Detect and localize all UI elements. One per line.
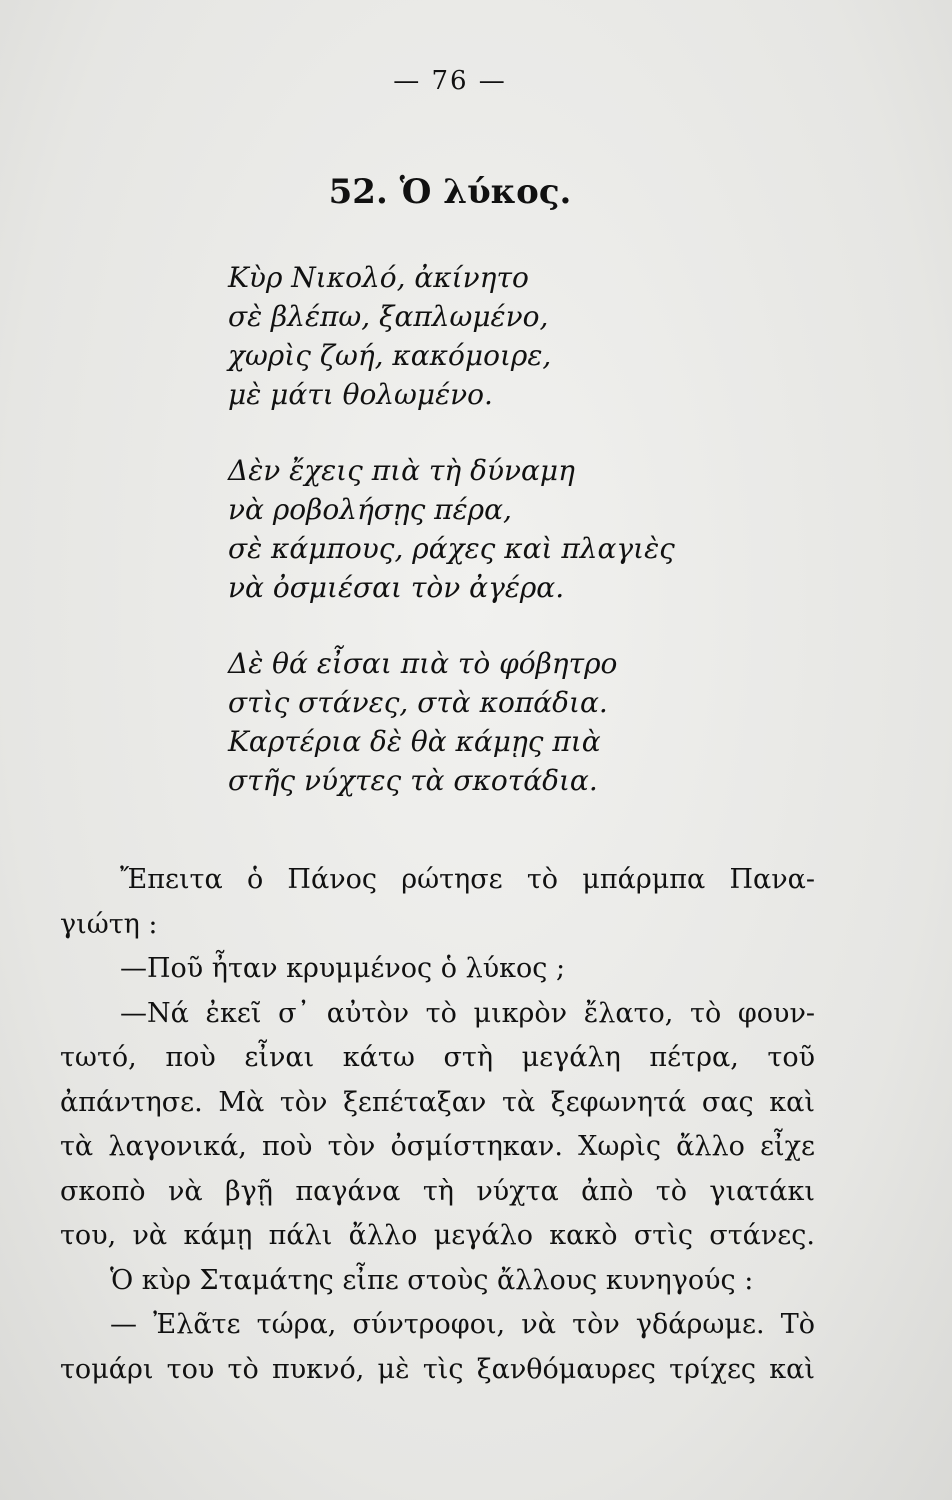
page-number: — 76 — bbox=[393, 66, 507, 96]
prose-line: τομάρι του τὸ πυκνό, μὲ τὶς ξανθόμαυρες τρίχες καὶ bbox=[60, 1353, 815, 1385]
chapter-title: 52. Ὁ λύκος. bbox=[328, 172, 572, 212]
poem-stanza-1 bbox=[228, 258, 675, 414]
poem-line: Δὲ θά εἶσαι πιὰ τὸ φόβητρο bbox=[228, 647, 618, 680]
prose-line: σκοπὸ νὰ βγῇ παγάνα τὴ νύχτα ἀπὸ τὸ γιατάκι bbox=[60, 1175, 815, 1207]
prose-line: Ἔπειτα ὁ Πάνος ρώτησε τὸ μπάρμπα Πανα- bbox=[120, 864, 815, 895]
prose-line: τωτό, ποὺ εἶναι κάτω στὴ μεγάλη πέτρα, τοῦ bbox=[60, 1042, 815, 1073]
poem-stanza-3 bbox=[228, 644, 675, 800]
poem-line: νὰ ὀσμιέσαι τὸν ἀγέρα. bbox=[228, 571, 565, 604]
poem-line: νὰ ροβολήσῃς πέρα, bbox=[228, 493, 512, 526]
poem-line: χωρὶς ζωή, κακόμοιρε, bbox=[228, 339, 552, 372]
poem bbox=[228, 258, 675, 837]
prose-line: τὰ λαγονικά, ποὺ τὸν ὀσμίστηκαν. Χωρὶς ἄλλο εἶχε bbox=[60, 1131, 815, 1162]
poem-line: Κὺρ Νικολό, ἀκίνητο bbox=[228, 261, 529, 294]
poem-line: Καρτέρια δὲ θὰ κάμῃς πιὰ bbox=[228, 725, 601, 758]
poem-line: σὲ κάμπους, ράχες καὶ πλαγιὲς bbox=[228, 532, 675, 565]
poem-line: στὶς στάνες, στὰ κοπάδια. bbox=[228, 686, 608, 719]
poem-line: Δὲν ἔχεις πιὰ τὴ δύναμη bbox=[228, 454, 575, 487]
poem-line: μὲ μάτι θολωμένο. bbox=[228, 378, 493, 411]
prose-line: —Νά ἐκεῖ σ᾽ αὐτὸν τὸ μικρὸν ἔλατο, τὸ φουν- bbox=[120, 997, 815, 1029]
prose-line: γιώτη : bbox=[60, 908, 158, 940]
poem-line: σὲ βλέπω, ξαπλωμένο, bbox=[228, 300, 549, 333]
poem-stanza-2 bbox=[228, 451, 675, 607]
prose-line: ἀπάντησε. Μὰ τὸν ξεπέταξαν τὰ ξεφωνητά σας καὶ bbox=[60, 1086, 815, 1118]
prose-line: Ὁ κὺρ Σταμάτης εἶπε στοὺς ἄλλους κυνηγούς : bbox=[110, 1264, 754, 1296]
prose-line: —Ποῦ ἦταν κρυμμένος ὁ λύκος ; bbox=[120, 953, 566, 984]
prose-text bbox=[60, 858, 815, 1392]
poem-line: στῆς νύχτες τὰ σκοτάδια. bbox=[228, 764, 598, 797]
prose-line: — Ἐλᾶτε τώρα, σύντροφοι, νὰ τὸν γδάρωμε. Τὸ bbox=[110, 1309, 815, 1340]
prose-line: του, νὰ κάμῃ πάλι ἄλλο μεγάλο κακὸ στὶς στάνες. bbox=[60, 1220, 815, 1251]
